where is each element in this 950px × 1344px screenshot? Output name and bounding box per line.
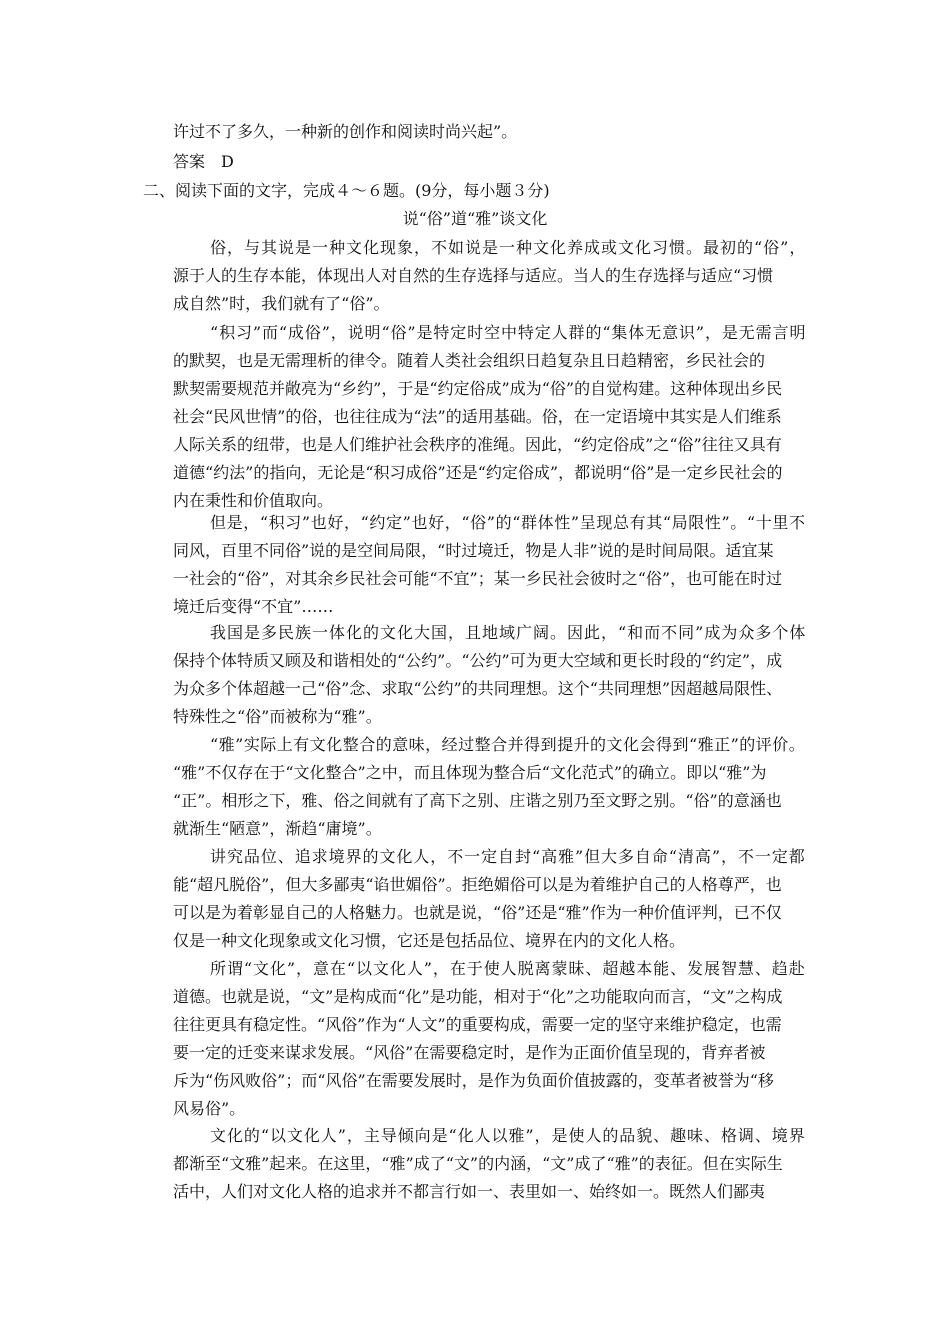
paragraph-8-line: 文化的“以文化人”，主导倾向是“化人以雅”，是使人的品貌、趣味、格调、境界 [210, 1126, 806, 1145]
paragraph-6-line: 可以是为着彰显自己的人格魅力。也就是说，“俗”还是“雅”作为一种价值评判，已不仅 [173, 903, 782, 922]
paragraph-1-line: 源于人的生存本能，体现出人对自然的生存选择与适应。当人的生存选择与适应“习惯 [173, 266, 774, 285]
paragraph-3-line: 一社会的“俗”，对其余乡民社会可能“不宜”；某一乡民社会彼时之“俗”，也可能在时过 [173, 569, 783, 588]
paragraph-7-line: 往往更具有稳定性。“风俗”作为“人文”的重要构成，需要一定的坚守来维护稳定，也需 [173, 1015, 782, 1034]
paragraph-1-line: 俗，与其说是一种文化现象，不如说是一种文化养成或文化习惯。最初的“俗”， [210, 238, 807, 257]
paragraph-2-line: 社会“民风世情”的俗，也往往成为“法”的适用基础。俗，在一定语境中其实是人们维系 [173, 407, 782, 426]
paragraph-1-line: 成自然”时，我们就有了“俗”。 [173, 294, 390, 313]
paragraph-6-line: 讲究品位、追求境界的文化人，不一定自封“高雅”但大多自命“清高”，不一定都 [210, 847, 806, 866]
paragraph-3-line: 但是，“积习”也好，“约定”也好，“俗”的“群体性”呈现总有其“局限性”。“十里不 [210, 513, 806, 532]
paragraph-5-line: 就渐生“陋意”，渐趋“庸境”。 [173, 819, 382, 838]
paragraph-2-line: 道德“约法”的指向，无论是“积习成俗”还是“约定俗成”，都说明“俗”是一定乡民社会的 [173, 463, 783, 482]
paragraph-5-line: “雅”不仅存在于“文化整合”之中，而且体现为整合后“文化范式”的确立。即以“雅”为 [173, 763, 767, 782]
paragraph-4-line: 为众多个体超越一己“俗”念、求取“公约”的共同理想。这个“共同理想”因超越局限性、 [173, 679, 783, 698]
paragraph-8-line: 都渐至“文雅”起来。在这里，“雅”成了“文”的内涵，“文”成了“雅”的表征。但在实际生 [173, 1154, 783, 1173]
paragraph-7-line: 所谓“文化”，意在“以文化人”，在于使人脱离蒙昧、超越本能、发展智慧、趋赴 [210, 959, 806, 978]
paragraph-5-line: “正”。相形之下，雅、俗之间就有了高下之别、庄谐之别乃至文野之别。“俗”的意涵也 [173, 791, 782, 810]
paragraph-4-line: 我国是多民族一体化的文化大国，且地域广阔。因此，“和而不同”成为众多个体 [210, 623, 807, 642]
paragraph-2-line: 人际关系的纽带，也是人们维护社会秩序的准绳。因此，“约定俗成”之“俗”往往又具有 [173, 435, 782, 454]
paragraph-7-line: 道德。也就是说，“文”是构成而“化”是功能，相对于“化”之功能取向而言，“文”之构成 [173, 987, 783, 1006]
paragraph-2-line: “积习”而“成俗”，说明“俗”是特定时空中特定人群的“集体无意识”，是无需言明 [210, 323, 807, 342]
paragraph-7-line: 斥为“伤风败俗”；而“风俗”在需要发展时，是作为负面价值披露的，变革者被誉为“移 [173, 1071, 774, 1090]
article-title: 说“俗”道“雅”谈文化 [402, 209, 548, 228]
paragraph-7-line: 要一定的迁变来谋求发展。“风俗”在需要稳定时，是作为正面价值呈现的，背弃者被 [173, 1043, 766, 1062]
paragraph-3-line: 境迁后变得“不宜”…… [173, 597, 334, 616]
paragraph-4-line: 保持个体特质又顾及和谐相处的“公约”。“公约”可为更大空域和更长时段的“约定”，成 [173, 651, 783, 670]
paragraph-8-line: 活中，人们对文化人格的追求并不都言行如一、表里如一、始终如一。既然人们鄙夷 [173, 1182, 766, 1201]
paragraph-5-line: “雅”实际上有文化整合的意味，经过整合并得到提升的文化会得到“雅正”的评价。 [210, 735, 806, 754]
paragraph-2-line: 默契需要规范并敞亮为“乡约”，于是“约定俗成”成为“俗”的自觉构建。这种体现出乡民 [173, 379, 783, 398]
paragraph-4-line: 特殊性之“俗”而被称为“雅”。 [173, 707, 382, 726]
answer-line: 答案 D [173, 152, 234, 171]
paragraph-6-line: 仅是一种文化现象或文化习惯，它还是包括品位、境界在内的文化人格。 [173, 931, 686, 950]
paragraph-7-line: 风易俗”。 [173, 1099, 246, 1118]
section-heading: 二、阅读下面的文字，完成４～６题。(9分，每小题３分) [143, 181, 550, 200]
paragraph-6-line: 能“超凡脱俗”，但大多鄙夷“谄世媚俗”。拒绝媚俗可以是为着维护自己的人格尊严，也 [173, 875, 782, 894]
paragraph-2-line: 内在秉性和价值取向。 [173, 491, 334, 510]
paragraph-2-line: 的默契，也是无需理析的律令。随着人类社会组织日趋复杂且日趋精密，乡民社会的 [173, 351, 766, 370]
continuation-line: 许过不了多久，一种新的创作和阅读时尚兴起”。 [173, 122, 518, 141]
paragraph-3-line: 同风，百里不同俗”说的是空间局限，“时过境迁，物是人非”说的是时间局限。适宜某 [173, 541, 774, 560]
